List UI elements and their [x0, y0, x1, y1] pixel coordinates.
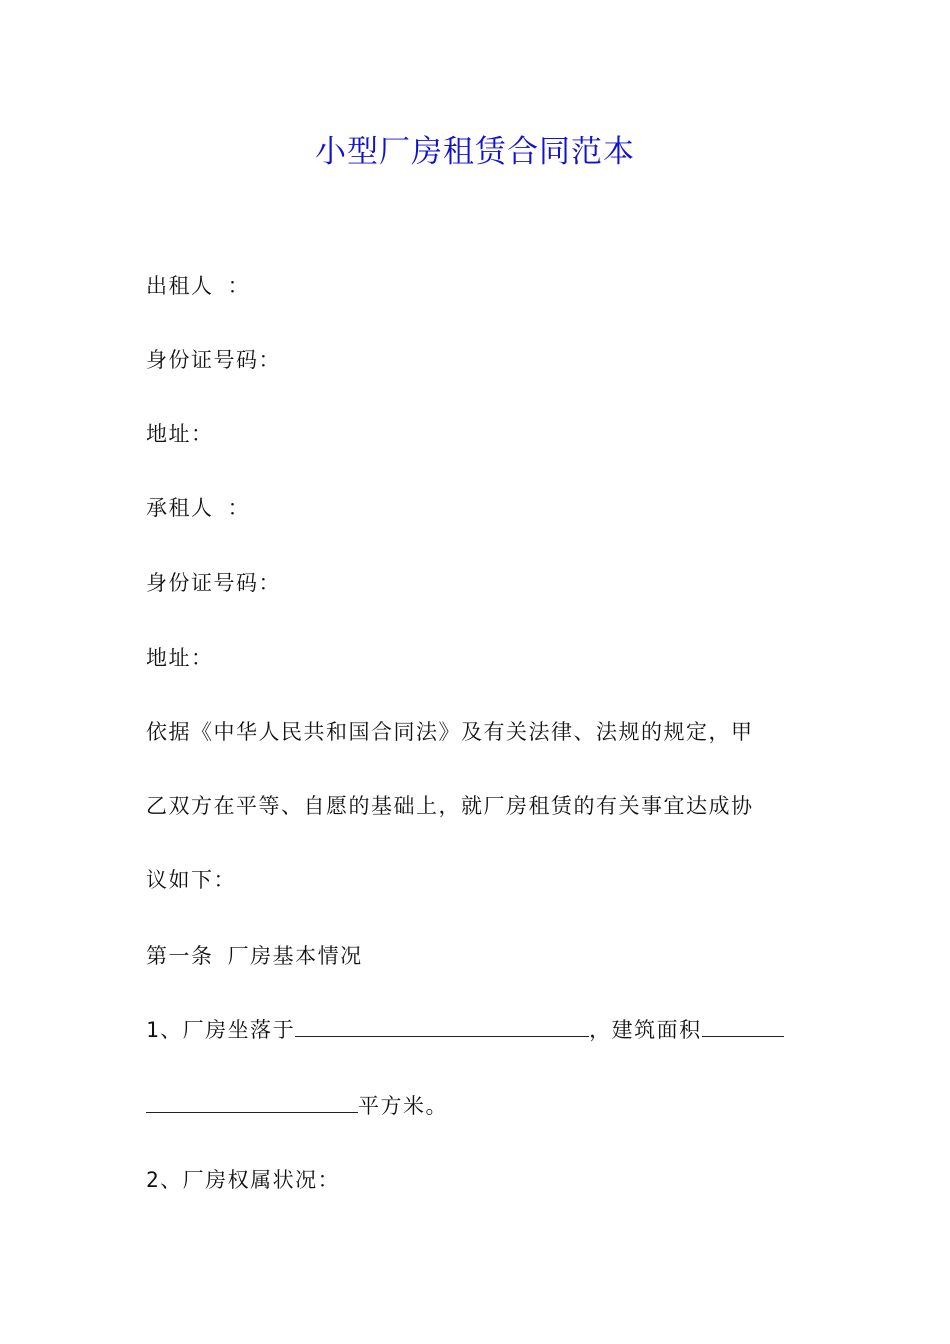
lessor-id-label: 身份证号码： [146, 348, 281, 372]
document-title: 小型厂房租赁合同范本 [315, 134, 635, 170]
item-2-line: 2、厂房权属状况： [146, 1168, 341, 1192]
article-1-heading: 第一条 厂房基本情况 [146, 944, 363, 968]
lessee-id-label: 身份证号码： [146, 571, 281, 595]
area-blank-part-2 [146, 1092, 358, 1113]
lessor-address-label: 地址： [146, 422, 214, 446]
preamble-line-2: 乙双方在平等、自愿的基础上，就厂房租赁的有关事宜达成协 [146, 794, 754, 818]
area-blank-part-1 [702, 1016, 784, 1037]
item-1-line-1 [146, 1014, 784, 1046]
item-1-line-2 [146, 1090, 448, 1122]
item-1-prefix: 1、厂房坐落于 [146, 1018, 296, 1042]
preamble-line-3: 议如下： [146, 868, 236, 892]
location-blank [295, 1016, 589, 1037]
lessee-address-label: 地址： [146, 646, 214, 670]
item-1-middle: ，建筑面积 [589, 1018, 702, 1042]
lessee-label: 承租人 ： [146, 496, 251, 520]
lessor-label: 出租人 ： [146, 274, 251, 298]
item-1-suffix: 平方米。 [358, 1094, 448, 1118]
preamble-line-1: 依据《中华人民共和国合同法》及有关法律、法规的规定，甲 [146, 720, 754, 744]
